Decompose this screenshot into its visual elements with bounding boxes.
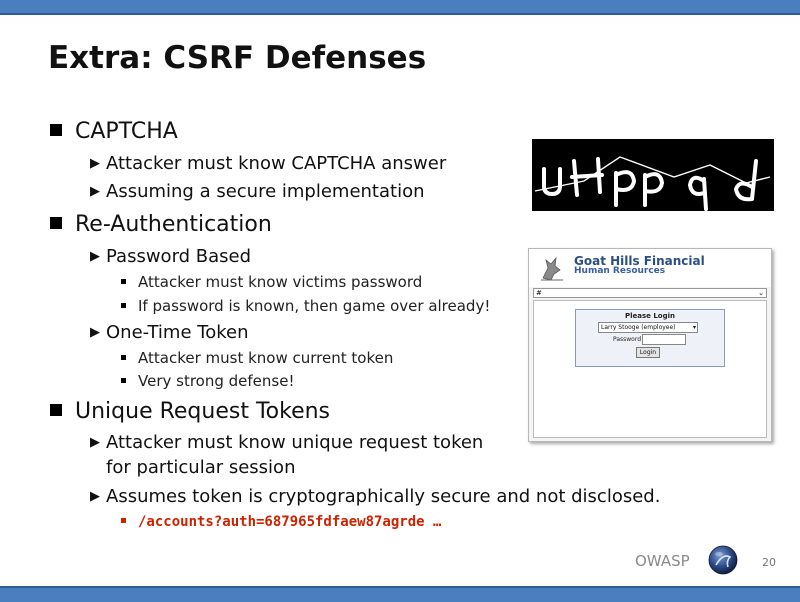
owasp-globe-icon	[708, 545, 738, 575]
screenshot-header	[529, 249, 771, 287]
login-box	[575, 309, 725, 367]
triangle-bullet-icon: ▶	[90, 156, 100, 171]
triangle-bullet-icon: ▶	[90, 184, 100, 199]
bullet-unique-token-known: ▶ Attacker must know unique request token	[90, 432, 484, 453]
small-square-bullet-icon	[121, 378, 126, 383]
top-banner-bar	[0, 0, 800, 15]
chevron-down-icon: ⌄	[758, 289, 764, 297]
login-screenshot	[528, 248, 772, 442]
nav-hash: #	[536, 289, 542, 297]
screenshot-nav-bar	[533, 288, 767, 298]
bullet-one-time-token: ▶ One-Time Token	[90, 322, 249, 343]
page-number: 20	[762, 556, 776, 569]
captcha-image	[532, 139, 774, 211]
goat-logo-icon	[539, 254, 565, 282]
bullet-token-secure: ▶ Assumes token is cryptographically secure and not disclosed.	[90, 486, 661, 507]
triangle-bullet-icon: ▶	[90, 249, 100, 264]
square-bullet-icon	[50, 404, 62, 416]
bullet-captcha: CAPTCHA	[50, 119, 178, 144]
owasp-brand-text: OWASP	[635, 552, 690, 570]
bullet-unique-request-tokens: Unique Request Tokens	[50, 399, 330, 424]
bullet-unique-token-continued: for particular session	[106, 457, 296, 478]
company-name: Goat Hills Financial	[574, 254, 705, 268]
bullet-current-token: Attacker must know current token	[121, 349, 393, 367]
square-bullet-icon	[50, 124, 62, 136]
password-field	[642, 334, 686, 345]
password-label: Password	[613, 336, 642, 343]
user-select: Larry Stooge (employee) ▾	[598, 322, 698, 333]
login-button: Login	[636, 347, 660, 358]
bullet-captcha-answer: ▶ Attacker must know CAPTCHA answer	[90, 153, 447, 174]
dropdown-arrow-icon: ▾	[692, 324, 696, 331]
bullet-reauthentication: Re-Authentication	[50, 212, 272, 237]
screenshot-content	[533, 300, 767, 438]
small-square-bullet-icon	[121, 303, 126, 308]
bullet-victims-password: Attacker must know victims password	[121, 273, 422, 291]
department-name: Human Resources	[574, 266, 666, 276]
triangle-bullet-icon: ▶	[90, 325, 100, 340]
bullet-game-over: If password is known, then game over already!	[121, 297, 490, 315]
bullet-password-based: ▶ Password Based	[90, 246, 252, 267]
small-square-bullet-icon	[121, 355, 126, 360]
captcha-distorted-text	[532, 139, 774, 211]
triangle-bullet-icon: ▶	[90, 489, 100, 504]
triangle-bullet-icon: ▶	[90, 435, 100, 450]
login-title: Please Login	[624, 312, 675, 320]
square-bullet-icon	[50, 217, 62, 229]
bullet-secure-implementation: ▶ Assuming a secure implementation	[90, 181, 425, 202]
small-square-bullet-icon	[121, 279, 126, 284]
bullet-strong-defense: Very strong defense!	[121, 372, 294, 390]
slide-title: Extra: CSRF Defenses	[48, 40, 427, 76]
small-square-bullet-icon	[121, 518, 126, 523]
code-example-url: /accounts?auth=687965fdfaew87agrde …	[121, 514, 441, 530]
